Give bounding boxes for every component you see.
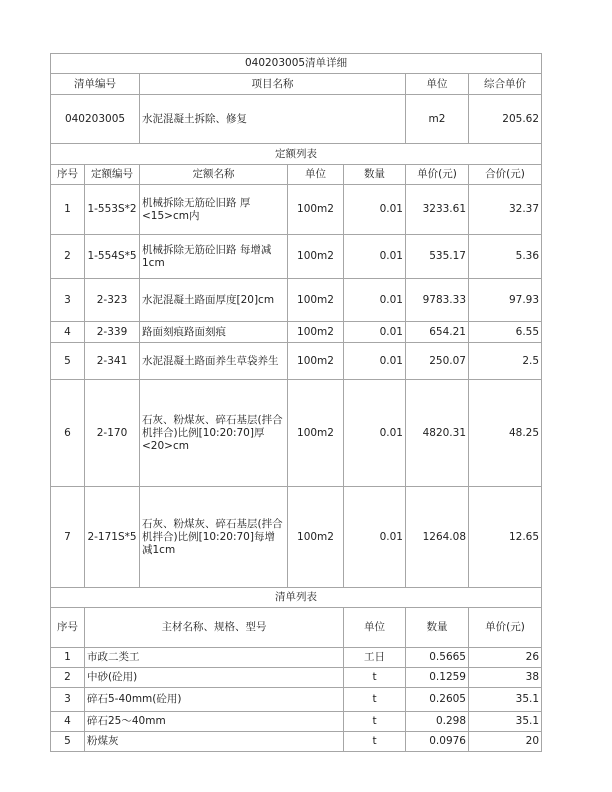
quota-total: 12.65 — [469, 487, 542, 588]
material-qty: 0.2605 — [406, 688, 469, 712]
quota-unit-header: 单位 — [288, 165, 344, 185]
material-name: 粉煤灰 — [85, 732, 344, 752]
quota-price: 1264.08 — [406, 487, 469, 588]
quota-qty-header: 数量 — [344, 165, 406, 185]
quota-price: 535.17 — [406, 235, 469, 279]
material-qty: 0.298 — [406, 712, 469, 732]
quota-total: 6.55 — [469, 322, 542, 343]
material-price: 20 — [469, 732, 542, 752]
material-seq: 1 — [51, 648, 85, 668]
quota-price-header: 单价(元) — [406, 165, 469, 185]
quota-qty: 0.01 — [344, 343, 406, 380]
material-qty-header: 数量 — [406, 608, 469, 648]
quota-price: 3233.61 — [406, 185, 469, 235]
quota-unit: 100m2 — [288, 185, 344, 235]
list-item — [51, 648, 542, 668]
quota-seq: 4 — [51, 322, 85, 343]
quota-qty: 0.01 — [344, 279, 406, 322]
quota-unit: 100m2 — [288, 487, 344, 588]
quota-code: 1-553S*2 — [85, 185, 140, 235]
material-seq-header: 序号 — [51, 608, 85, 648]
quota-seq: 2 — [51, 235, 85, 279]
quota-seq: 3 — [51, 279, 85, 322]
material-unit: t — [344, 732, 406, 752]
table-row — [51, 380, 542, 487]
quota-unit: 100m2 — [288, 322, 344, 343]
quota-unit: 100m2 — [288, 380, 344, 487]
quota-total: 97.93 — [469, 279, 542, 322]
quota-price: 9783.33 — [406, 279, 469, 322]
material-seq: 2 — [51, 668, 85, 688]
material-name: 市政二类工 — [85, 648, 344, 668]
item-code-header: 清单编号 — [51, 74, 140, 95]
quota-total: 2.5 — [469, 343, 542, 380]
quota-total: 5.36 — [469, 235, 542, 279]
quota-seq: 1 — [51, 185, 85, 235]
material-price-header: 单价(元) — [469, 608, 542, 648]
quota-seq: 7 — [51, 487, 85, 588]
item-name-header: 项目名称 — [140, 74, 406, 95]
table-row — [51, 185, 542, 235]
material-unit: t — [344, 688, 406, 712]
quota-name-header: 定额名称 — [140, 165, 288, 185]
quota-unit: 100m2 — [288, 235, 344, 279]
title-row — [51, 54, 542, 74]
quota-seq: 5 — [51, 343, 85, 380]
material-qty: 0.1259 — [406, 668, 469, 688]
quota-total: 32.37 — [469, 185, 542, 235]
quota-total-header: 合价(元) — [469, 165, 542, 185]
quota-code: 1-554S*5 — [85, 235, 140, 279]
quota-name: 石灰、粉煤灰、碎石基层(拌合机拌合)比例[10:20:70]每增减1cm — [140, 487, 288, 588]
item-name: 水泥混凝土拆除、修复 — [140, 95, 406, 144]
quota-name: 机械拆除无筋砼旧路 每增减1cm — [140, 235, 288, 279]
material-name-header: 主材名称、规格、型号 — [85, 608, 344, 648]
item-header-row — [51, 74, 542, 95]
quota-seq-header: 序号 — [51, 165, 85, 185]
item-unit-header: 单位 — [406, 74, 469, 95]
item-row — [51, 95, 542, 144]
material-unit-header: 单位 — [344, 608, 406, 648]
table-row — [51, 279, 542, 322]
material-name: 中砂(砼用) — [85, 668, 344, 688]
table-row — [51, 487, 542, 588]
material-section-row — [51, 588, 542, 608]
item-price-header: 综合单价 — [469, 74, 542, 95]
material-unit: t — [344, 668, 406, 688]
material-price: 38 — [469, 668, 542, 688]
quota-code: 2-341 — [85, 343, 140, 380]
material-header-row — [51, 608, 542, 648]
list-item — [51, 668, 542, 688]
quota-seq: 6 — [51, 380, 85, 487]
quota-qty: 0.01 — [344, 322, 406, 343]
item-code: 040203005 — [51, 95, 140, 144]
quota-header-row — [51, 165, 542, 185]
table-row — [51, 235, 542, 279]
material-name: 碎石25～40mm — [85, 712, 344, 732]
quota-qty: 0.01 — [344, 380, 406, 487]
quota-qty: 0.01 — [344, 185, 406, 235]
item-unit: m2 — [406, 95, 469, 144]
quota-name: 路面刻痕路面刻痕 — [140, 322, 288, 343]
list-item — [51, 732, 542, 752]
material-price: 26 — [469, 648, 542, 668]
material-qty: 0.0976 — [406, 732, 469, 752]
quota-name: 水泥混凝土路面厚度[20]cm — [140, 279, 288, 322]
bill-detail-table — [50, 53, 542, 752]
material-name: 碎石5-40mm(砼用) — [85, 688, 344, 712]
quota-price: 250.07 — [406, 343, 469, 380]
quota-code-header: 定额编号 — [85, 165, 140, 185]
material-price: 35.1 — [469, 688, 542, 712]
table-row — [51, 322, 542, 343]
quota-qty: 0.01 — [344, 235, 406, 279]
list-item — [51, 688, 542, 712]
quota-name: 机械拆除无筋砼旧路 厚<15>cm内 — [140, 185, 288, 235]
quota-unit: 100m2 — [288, 343, 344, 380]
quota-section-row — [51, 144, 542, 165]
quota-price: 654.21 — [406, 322, 469, 343]
quota-code: 2-323 — [85, 279, 140, 322]
quota-total: 48.25 — [469, 380, 542, 487]
quota-code: 2-171S*5 — [85, 487, 140, 588]
material-unit: t — [344, 712, 406, 732]
quota-name: 水泥混凝土路面养生草袋养生 — [140, 343, 288, 380]
material-price: 35.1 — [469, 712, 542, 732]
quota-name: 石灰、粉煤灰、碎石基层(拌合机拌合)比例[10:20:70]厚<20>cm — [140, 380, 288, 487]
quota-qty: 0.01 — [344, 487, 406, 588]
material-seq: 3 — [51, 688, 85, 712]
material-unit: 工日 — [344, 648, 406, 668]
table-row — [51, 343, 542, 380]
material-section-title: 清单列表 — [51, 588, 542, 608]
material-seq: 4 — [51, 712, 85, 732]
material-seq: 5 — [51, 732, 85, 752]
table-title: 040203005清单详细 — [51, 54, 542, 74]
list-item — [51, 712, 542, 732]
item-price: 205.62 — [469, 95, 542, 144]
quota-code: 2-339 — [85, 322, 140, 343]
quota-price: 4820.31 — [406, 380, 469, 487]
quota-code: 2-170 — [85, 380, 140, 487]
material-qty: 0.5665 — [406, 648, 469, 668]
quota-section-title: 定额列表 — [51, 144, 542, 165]
quota-unit: 100m2 — [288, 279, 344, 322]
